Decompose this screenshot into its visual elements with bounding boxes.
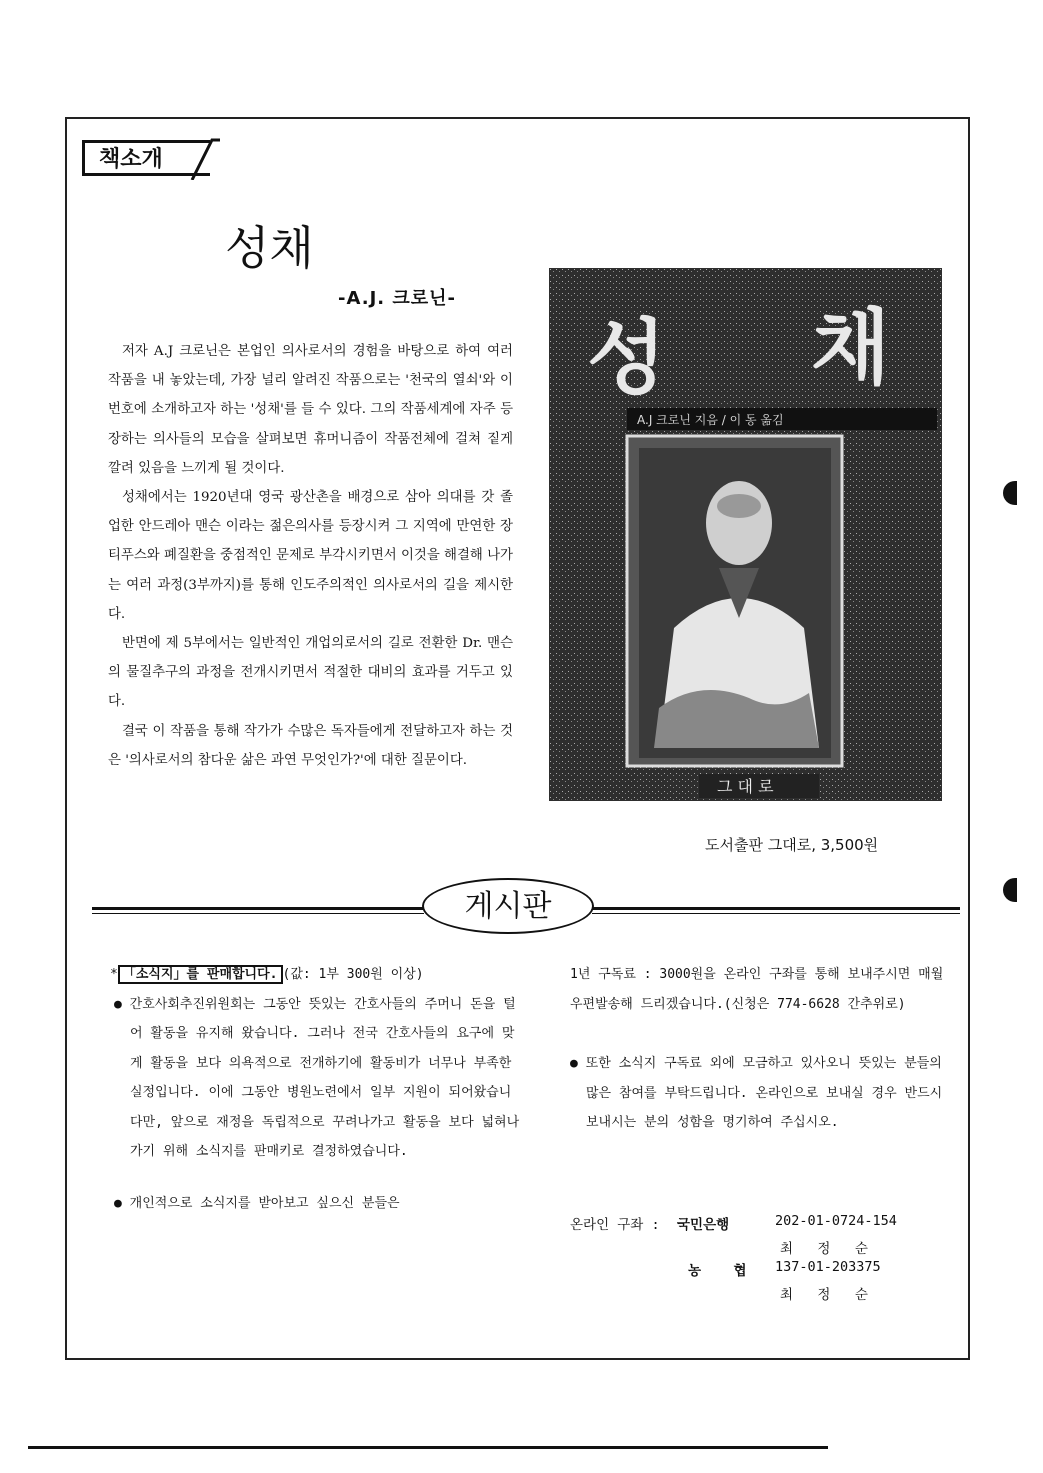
review-paragraph: 성채에서는 1920년대 영국 광산촌을 배경으로 삼아 의대를 갓 졸업한 안드레아 맨슨 이라는 젊은의사를 등장시켜 그 지역에 만연한 장티푸스와 폐질환을 중점적인 문제로 부각시키면서 이것을 해결해 나가는 여러 과정(3부까지)를 통해 인도주의적인 의사로서의 길을 제시한다. (108, 490, 513, 622)
board-divider-left (92, 907, 424, 910)
account-label: 온라인 구좌 : (570, 1217, 660, 1233)
binding-hole-mark (1003, 878, 1017, 902)
bottom-rule (28, 1446, 828, 1449)
star-mark: * (110, 967, 118, 982)
board-right-column (570, 960, 955, 1138)
bank-name-2: 농 협 (688, 1263, 747, 1279)
account-number-2: 137-01-203375 (775, 1259, 881, 1275)
bullet-item: ● 간호사회추진위원회는 그동안 뜻있는 간호사들의 주머니 돈을 털어 활동을 유지해 왔습니다. 그러나 전국 간호사들의 요구에 맞게 활동을 보다 의욕적으로 전개하기에 활동비가 너무나 부족한 실정입니다. 이에 그동안 병원노련에서 일부 지원이 되어왔습니다만, 앞으로 재정을 독립적으로 꾸려나가고 활동을 보다 넓혀나가기 위해 소식지를 판매키로 결정하였습니다. (114, 996, 520, 1159)
account-holder-1: 최 정 순 (780, 1241, 868, 1257)
board-divider-right (592, 907, 960, 910)
bullet-item: ● 개인적으로 소식지를 받아보고 싶으신 분들은 (114, 1195, 400, 1211)
board-divider-right-thin (592, 913, 960, 914)
review-paragraph: 결국 이 작품을 통해 작가가 수많은 독자들에게 전달하고자 하는 것은 '의사로서의 참다운 삶은 과연 무엇인가?'에 대한 질문이다. (108, 723, 513, 768)
personal-subscription-note: 개인적으로 소식지를 받아보고 싶으신 분들은 (129, 1195, 400, 1211)
funding-notice: 간호사회추진위원회는 그동안 뜻있는 간호사들의 주머니 돈을 털어 활동을 유지해 왔습니다. 그러나 전국 간호사들의 요구에 맞게 활동을 보다 의욕적으로 전개하기에 활동비가 너무나 부족한 실정입니다. 이에 그동안 병원노련에서 일부 지원이 되어왔습니다만, 앞으로 재정을 독립적으로 꾸려나가고 활동을 보다 넓혀나가기 위해 소식지를 판매키로 결정하였습니다. (129, 996, 520, 1159)
tag-slash-decoration (190, 138, 220, 180)
account-number-1: 202-01-0724-154 (775, 1213, 897, 1229)
section-tag: 책소개 (82, 140, 210, 176)
cover-band-text: A.J 크로닌 지음 / 이 동 옮김 (637, 413, 784, 427)
review-paragraph: 반면에 제 5부에서는 일반적인 개업의로서의 길로 전환한 Dr. 맨슨의 물질추구의 과정을 전개시키면서 적절한 대비의 효과를 거두고 있다. (108, 636, 513, 710)
book-cover-image (549, 268, 942, 801)
account-holder-2: 최 정 순 (780, 1287, 868, 1303)
book-author: -A.J. 크로닌- (338, 288, 457, 309)
book-review-text (108, 337, 513, 775)
cover-publisher-mark: 그 대 로 (717, 777, 774, 796)
cover-title-left: 성 (587, 310, 667, 406)
sale-headline: 「소식지」를 판매합니다. (118, 965, 283, 984)
board-divider-left-thin (92, 913, 424, 914)
board-left-column (110, 960, 520, 1218)
sale-notice (110, 960, 520, 990)
board-title: 게시판 (422, 878, 594, 934)
cover-title-right: 채 (811, 300, 891, 396)
donation-notice: 또한 소식지 구독료 외에 모금하고 있사오니 뜻있는 분들의 많은 참여를 부탁드립니다. 온라인으로 보내실 경우 반드시 보내시는 분의 성함을 명기하여 주십시오. (585, 1056, 943, 1130)
book-title: 성채 (225, 221, 314, 275)
bullet-item: ● 또한 소식지 구독료 외에 모금하고 있사오니 뜻있는 분들의 많은 참여를 부탁드립니다. 온라인으로 보내실 경우 반드시 보내시는 분의 성함을 명기하여 주십시오. (570, 1056, 943, 1130)
binding-hole-mark (1003, 481, 1017, 505)
book-price-caption: 도서출판 그대로, 3,500원 (705, 836, 879, 854)
price-note: (값: 1부 300원 이상) (282, 967, 424, 982)
subscription-fee-notice: 1년 구독료 : 3000원을 온라인 구좌를 통해 보내주시면 매월 우편발송해 드리겠습니다.(신청은 774-6628 간추위로) (570, 967, 944, 1012)
review-paragraph: 저자 A.J 크로닌은 본업인 의사로서의 경험을 바탕으로 하여 여러 작품을 내 놓았는데, 가장 널리 알려진 작품으로는 '천국의 열쇠'와 이번호에 소개하고자 하는 '성채'를 들 수 있다. 그의 작품세계에 자주 등장하는 의사들의 모습을 살펴보면 휴머니즘이 작품전체에 걸쳐 짙게 깔려 있음을 느끼게 될 것이다. (108, 344, 513, 476)
bank-name-1: 국민은행 (677, 1217, 730, 1233)
